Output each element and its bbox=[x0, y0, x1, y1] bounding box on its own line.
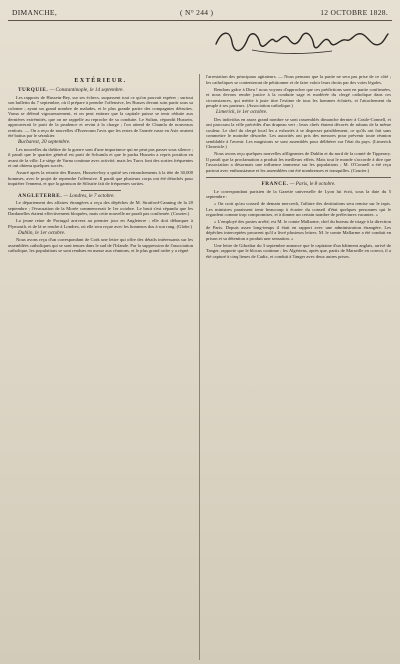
angleterre-dateline bbox=[8, 194, 193, 200]
article-paragraph: Assuré après la retraite des Russes, Hussein-bey a quitté ses retranchements à la tête de 30,000 hommes, avec le projet de reprendre l'offensive. Il paraît que plusieurs corps ont été détachés pour inquiéter l'ennemi, et que la garnison de Silistrie fait de fréquentes sorties. bbox=[8, 170, 193, 186]
article-paragraph: Rendons grâce à Dieu ! nous voyons d'approcher que ces prédictions sont en partie confirmées, et nous devons rendre justice à la conduite sage et modérée du clergé catholique dans ces circonstances, qui mérite à juste titre l'estime de tous les hommes éclairés, et l'attachement du peuple à ses pasteurs. (Association catholique.) bbox=[206, 86, 391, 108]
article-paragraph: Les rapports de Hussein-Bey, sur ses échecs, surpassent tout ce qu'on pouvait espérer ; surtout son bulletin du 7 septembre, où il prépare à prendre l'offensive, les Russes devant soin partir sous sa colonne ; ayant un grand nombre de malades, et le plus grande partie des compagnies détruites. Varna se défend vigoureusement, et on peut estimer que la capitale puisse se tenir réduite aux dernières extrémités, que on ne rappelle au reproche de sa conduite. Le Sultan, répondit Hussein, approuverait le parti de la prudence et revint à la charge ; l'on attend de Chumla de nouveaux renforts. — On a reçu de nouvelles d'Erzeroum l'avis que les restes de l'armée russe en Asie avaient été battus par le séraskier. bbox=[8, 94, 193, 138]
angleterre-heading: ANGLETERRE. bbox=[18, 192, 63, 199]
section-separator bbox=[81, 190, 121, 191]
turquie-dateline bbox=[8, 88, 193, 94]
france-dateline bbox=[206, 182, 391, 188]
france-place-date: — Paris, le 8 octobre. bbox=[289, 181, 336, 187]
article-paragraph: Nous avons reçu d'un correspondant de Cork une lettre qui offre des détails intéressants sur les assemblées catholiques qui se sont tenues dans le sud de l'Irlande. Par la suppression de l'association catholique, les populations se sont rendues en masse aux réunions, et le plus grand ordre y a régné. bbox=[8, 237, 193, 253]
article-paragraph: Le département des affaires étrangères a reçu des dépêches de M. Stratford-Canning de la 20 septembre ; l'évacuation de la Morée commencerait le 1er octobre. Le bruit s'est répandu que les Dardanelles étaient effectivement bloquées, mais cette nouvelle ne paraît pas confirmée. (Courier.) bbox=[8, 200, 193, 216]
column-divider bbox=[199, 74, 200, 660]
left-column bbox=[8, 74, 193, 662]
article-paragraph: Des individus en assez grand nombre se sont rassemblés dimanche dernier à Castle-Connell, et ont parcouru la ville précédés d'un drapeau vert ; leurs chefs étaient décorés de rubans de la même couleur. Le chef du clergé local les a exhortés à se disperser paisiblement, ce qu'ils ont fait sans commettre le moindre désordre. Les autorités ont pris des mesures pour prévenir toute réunion semblable à l'avenir. Les magistrats se sont assemblés pour délibérer sur l'état du pays. (Limerick Chronicle.) bbox=[206, 116, 391, 149]
article-paragraph: Une lettre de Gibraltar du 3 septembre annonce que le capitaine d'un bâtiment anglais, arrivé de Tanger, rapporte que le blocus continue ; les Algériens, après que, partis de Marseille en convoi, il a été capturé à cinq lieues de Cadix, et conduit à Tanger avec deux autres prises. bbox=[206, 242, 391, 259]
article-paragraph: « On croit qu'au conseil de demain mercredi, l'affaire des destitutions sera remise sur le tapis. Les ministres paraissent tenir beaucoup à écarter du conseil d'état quelques personnes qui le regardent comme trop compromises, et à donner un certain nombre de préfectures vacantes. » bbox=[206, 201, 391, 217]
section-title-exterieur: EXTÉRIEUR. bbox=[74, 78, 127, 84]
article-paragraph: l'arrestation des principaux agitateurs. — Nous pensons que la partie ne sera pas prise de ce côté ; les catholiques se contenteront de pétitionner et de faire valoir leurs droits par des voies légales. bbox=[206, 74, 391, 85]
bucharest-place-date: Bucharest, 20 septembre. bbox=[18, 139, 71, 145]
article-paragraph: Nous avons reçu quelques nouvelles affligeantes de Dublin et du nord de la comté de Tipperary. Il paraît que la proclamation a produit les meilleurs effets. Mais tout le monde s'accorde à dire que l'association a désormais une influence immense sur les populations ; M. O'Connell a été reçu partout avec enthousiasme et les assemblées ont été nombreuses et tranquilles. (Courier.) bbox=[206, 151, 391, 173]
france-heading: FRANCE. bbox=[261, 181, 289, 187]
turquie-heading: TURQUIE. bbox=[18, 87, 49, 93]
article-paragraph: La jeune reine de Portugal arrivera au premier jour en Angleterre ; elle doit débarquer à Plymouth, et de là se rendre à Londres, où elle sera reçue avec les honneurs dus à son rang. (Globe.) bbox=[8, 218, 193, 229]
limerick-place-date: Limerick, le 1er octobre. bbox=[216, 109, 268, 115]
article-paragraph: « L'employé des postes arrêté, est M. le comte Mallarme, chef du bureau de triage à la direction de Paris. Depuis assez long-temps il était en rapport avec une administration étrangère. Les dépêches interceptées prouvent qu'il a livré plusieurs lettres. M. le comte Mallarme a été conduit en prison et sa détention a produit une sensation. » bbox=[206, 219, 391, 241]
handwritten-annotation bbox=[212, 24, 390, 58]
header-issue-number: ( N° 244 ) bbox=[180, 8, 214, 17]
right-column bbox=[206, 74, 391, 662]
article-paragraph: Les nouvelles du théâtre de la guerre sont d'une importance qui ne peut pas passer sous silence ; il paraît que le quartier général est parti de Schumla et que le pacha Hussein a repris position en avant de la ville. Le siège de Varna continue avec activité, mais les Turcs font des sorties fréquentes et ont obtenu quelques succès. bbox=[8, 146, 193, 168]
page-header bbox=[8, 6, 392, 21]
turquie-place-date: — Constantinople, le 14 septembre. bbox=[49, 87, 124, 93]
dublin-place-date: Dublin, le 1er octobre. bbox=[18, 229, 66, 236]
header-date: 12 OCTOBRE 1828. bbox=[320, 8, 388, 17]
section-separator bbox=[206, 177, 391, 178]
handwriting-signature-icon bbox=[212, 24, 390, 58]
angleterre-place-date: — Londres, le 7 octobre. bbox=[63, 192, 115, 199]
header-day: DIMANCHE, bbox=[12, 8, 57, 17]
article-paragraph: Le correspondant parisien de la Gazette universelle de Lyon lui écrit, sous la date du 5 septembre : bbox=[206, 188, 391, 199]
